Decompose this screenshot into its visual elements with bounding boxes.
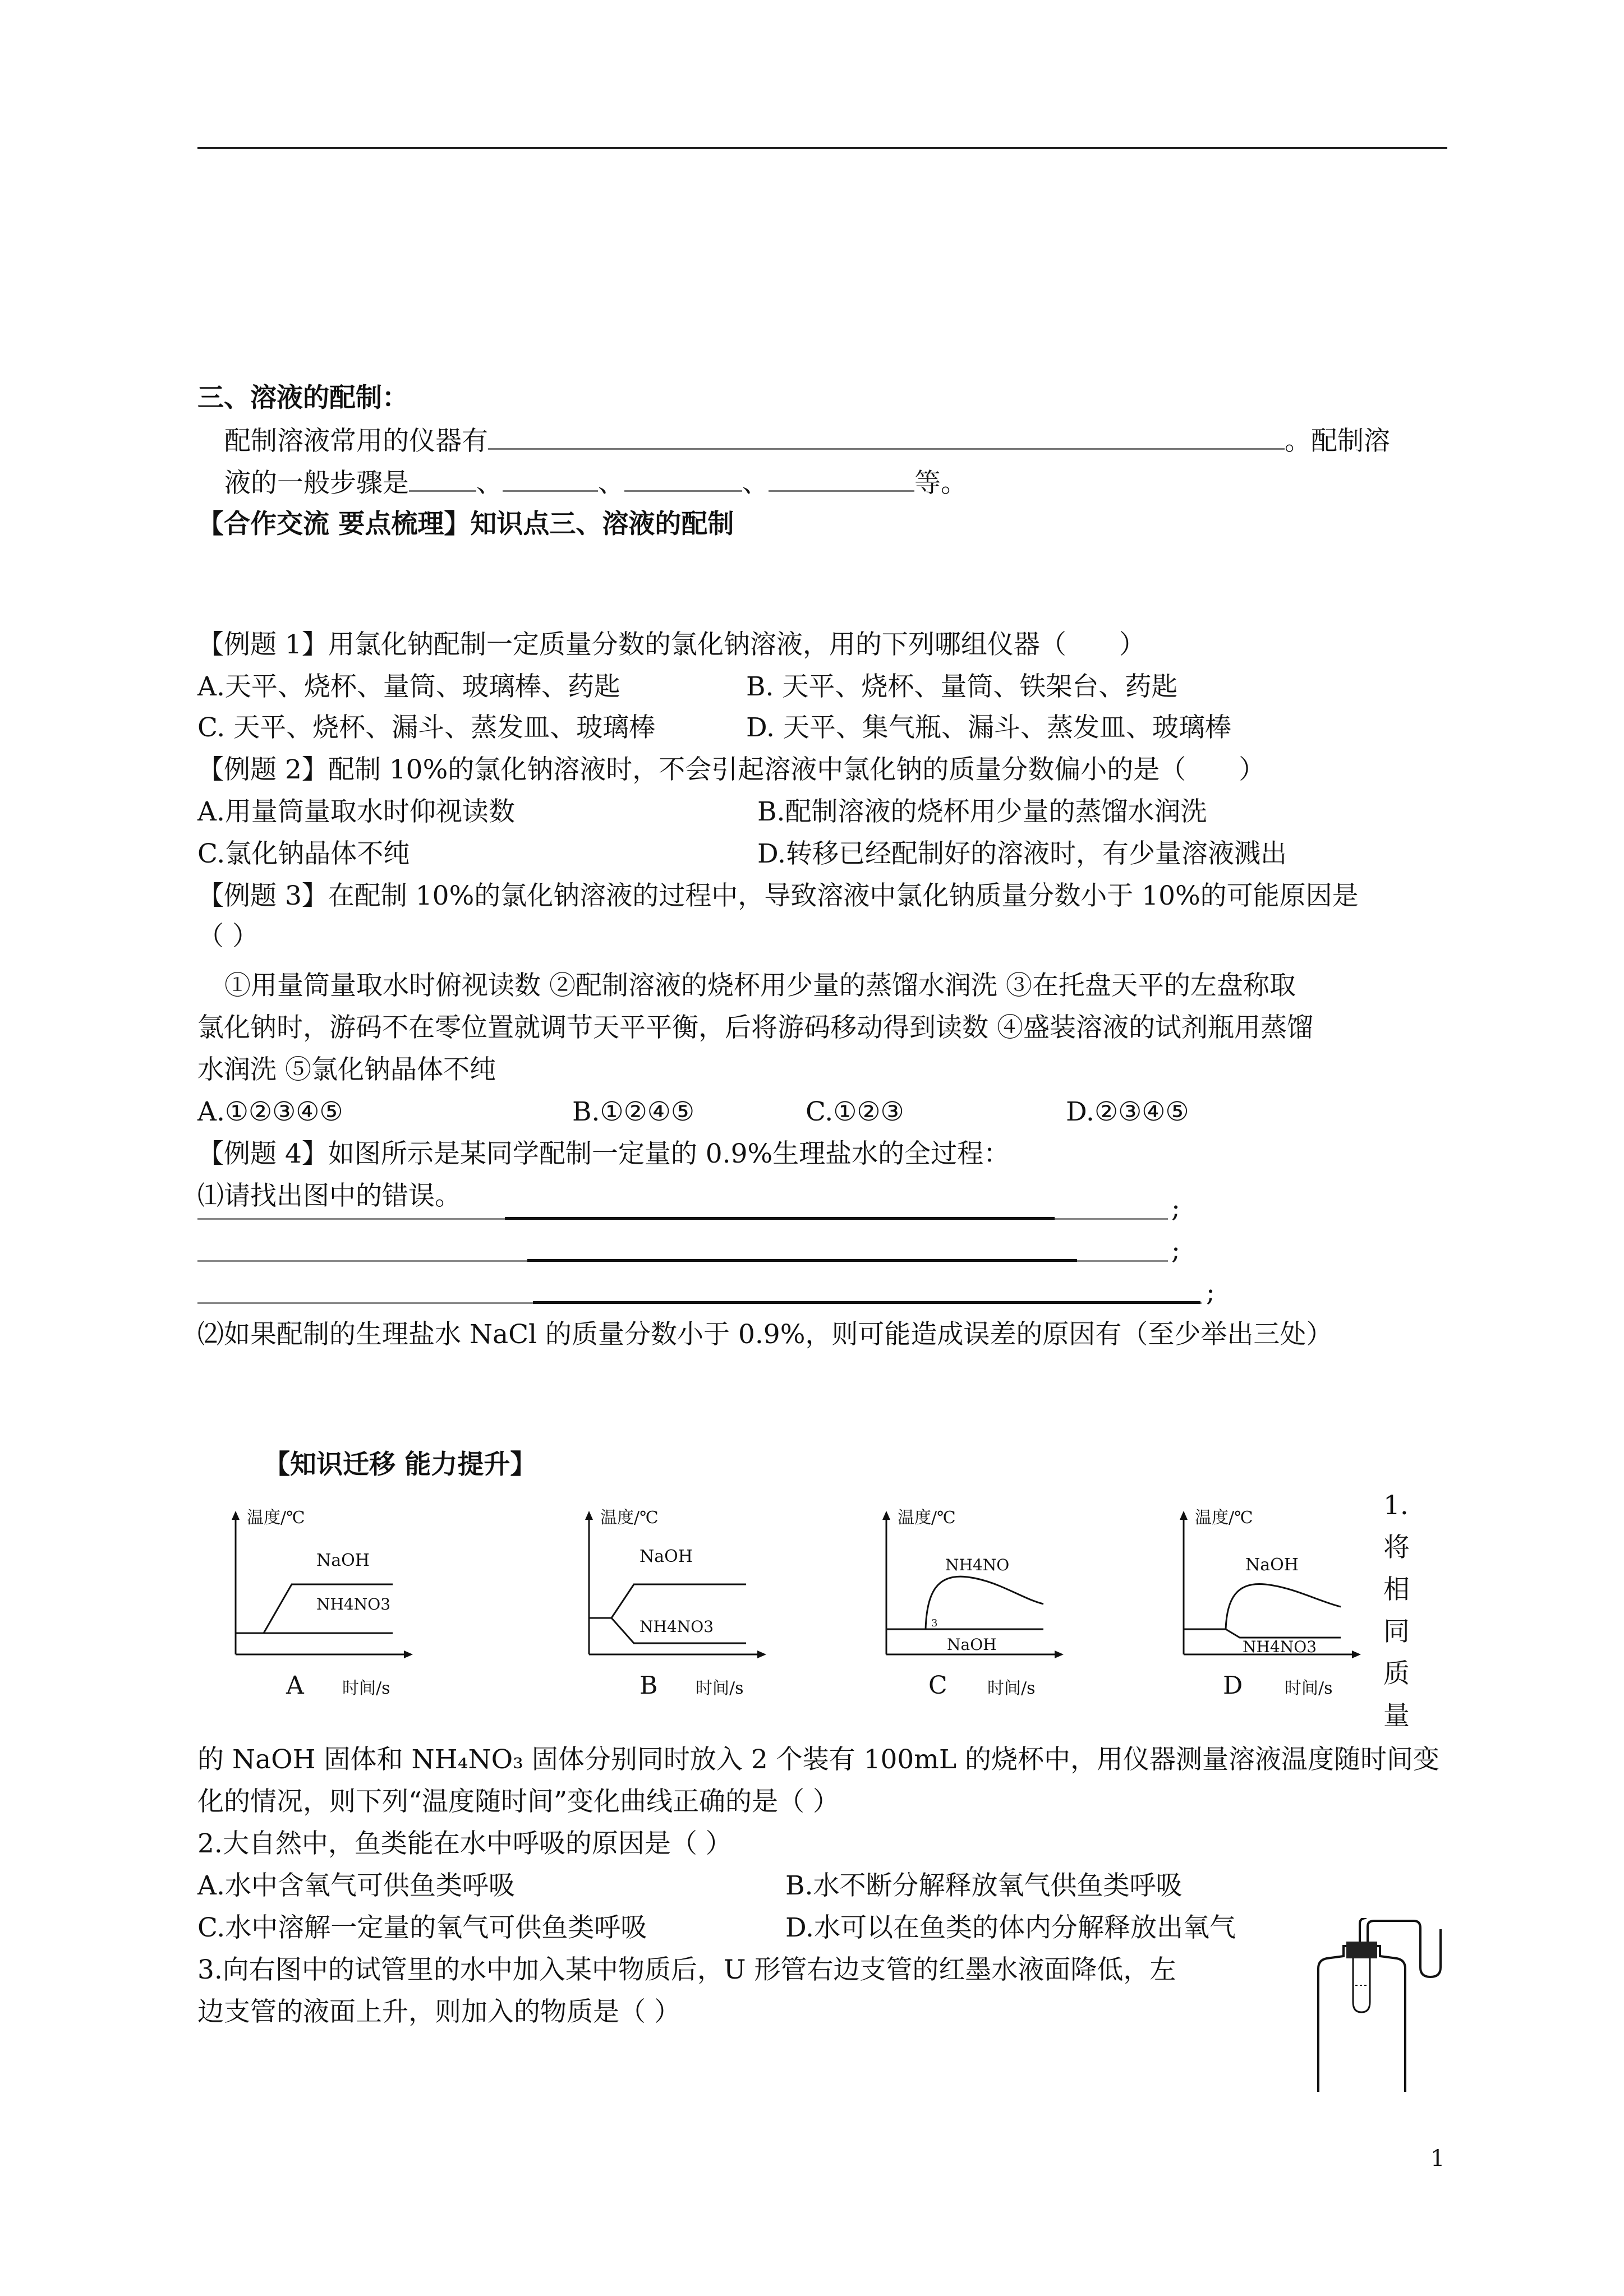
- graph-b-y-label: 温度/℃: [600, 1508, 659, 1528]
- graph-d-top-label: NaOH: [1245, 1555, 1299, 1575]
- page-number: 1: [1430, 2146, 1445, 2171]
- example3-option-b: B.①②④⑤: [572, 1096, 695, 1127]
- example1-option-c: C. 天平、烧杯、漏斗、蒸发皿、玻璃棒: [197, 712, 656, 743]
- graph-a-top-label: NaOH: [316, 1551, 370, 1570]
- graph-a-y-label: 温度/℃: [247, 1508, 305, 1528]
- q2-option-c: C.水中溶解一定量的氧气可供鱼类呼吸: [197, 1912, 647, 1943]
- example4-stem: 【例题 4】如图所示是某同学配制一定量的 0.9%生理盐水的全过程：: [197, 1138, 1010, 1169]
- q1-vertical-char-3: 相: [1383, 1574, 1410, 1605]
- example3-stem: 【例题 3】在配制 10%的氯化钠溶液的过程中，导致溶液中氯化钠质量分数小于 10%的可能原因是: [197, 880, 1359, 911]
- section-title: 三、溶液的配制：: [197, 382, 408, 413]
- graph-a-letter: A: [286, 1671, 304, 1700]
- example2-option-a: A.用量筒量取水时仰视读数: [197, 796, 515, 827]
- q2-option-a: A.水中含氧气可供鱼类呼吸: [197, 1870, 515, 1901]
- cooperation-heading: 【合作交流 要点梳理】知识点三、溶液的配制: [197, 509, 734, 540]
- q2-stem: 2.大自然中，鱼类能在水中呼吸的原因是（ ）: [197, 1828, 732, 1859]
- q1-vertical-char-2: 将: [1383, 1532, 1410, 1563]
- example1-option-b: B. 天平、烧杯、量筒、铁架台、药匙: [746, 671, 1178, 702]
- q1-vertical-char-6: 量: [1383, 1700, 1410, 1731]
- example3-option-d: D.②③④⑤: [1066, 1096, 1189, 1127]
- graph-c-top-label: NH4NO: [945, 1556, 1010, 1574]
- step-blank-3: [624, 465, 742, 492]
- steps-line: 液的一般步骤是 、 、 、 等。: [224, 465, 967, 500]
- graph-b: [578, 1503, 791, 1705]
- step-blank-4: [769, 465, 914, 492]
- graph-b-letter: B: [640, 1671, 658, 1700]
- graph-a-bottom-label: NH4NO3: [316, 1595, 391, 1613]
- graph-d: [1172, 1503, 1386, 1705]
- step-blank-1: [409, 465, 476, 492]
- q1-vertical-char-1: 1.: [1383, 1490, 1409, 1521]
- graph-d-letter: D: [1223, 1671, 1243, 1700]
- step-blank-2: [503, 465, 598, 492]
- example3-option-c: C.①②③: [806, 1096, 904, 1127]
- example2-stem: 【例题 2】配制 10%的氯化钠溶液时，不会引起溶液中氯化钠的质量分数偏小的是（ ）: [197, 754, 1266, 785]
- example4-q1: ⑴请找出图中的错误。: [197, 1181, 461, 1211]
- instruments-blank: [488, 423, 1285, 450]
- graph-a-x-label: 时间/s: [342, 1679, 390, 1698]
- graph-b-x-label: 时间/s: [696, 1679, 744, 1698]
- q1-line2: 化的情况，则下列“温度随时间”变化曲线正确的是（ ）: [197, 1786, 839, 1817]
- example3-option-a: A.①②③④⑤: [197, 1096, 343, 1127]
- q2-option-b: B.水不断分解释放氧气供鱼类呼吸: [785, 1870, 1183, 1901]
- graph-c: [875, 1503, 1088, 1705]
- graph-b-bottom-label: NH4NO3: [640, 1617, 714, 1636]
- answer-semicolon-3: ;: [1206, 1277, 1215, 1308]
- graph-d-x-label: 时间/s: [1285, 1679, 1333, 1698]
- example1-option-a: A.天平、烧杯、量筒、玻璃棒、药匙: [197, 671, 620, 702]
- graph-d-y-label: 温度/℃: [1195, 1508, 1253, 1528]
- example2-option-b: B.配制溶液的烧杯用少量的蒸馏水润洗: [757, 796, 1207, 827]
- example2-option-c: C.氯化钠晶体不纯: [197, 838, 410, 869]
- example2-option-d: D.转移已经配制好的溶液时，有少量溶液溅出: [757, 838, 1287, 869]
- answer-semicolon-2: ;: [1171, 1235, 1180, 1266]
- instruments-line: 配制溶液常用的仪器有 。配制溶: [224, 423, 1390, 458]
- header-rule: [197, 147, 1447, 149]
- q1-vertical-char-4: 同: [1383, 1616, 1410, 1647]
- example3-items-line3: 水润洗 ⑤氯化钠晶体不纯: [197, 1054, 496, 1085]
- example3-items-line2: 氯化钠时，游码不在零位置就调节天平平衡，后将游码移动得到读数 ④盛装溶液的试剂瓶用蒸馏: [197, 1012, 1313, 1043]
- u-tube-apparatus-illustration: [1301, 1918, 1453, 2120]
- example3-items-line1: ①用量筒量取水时俯视读数 ②配制溶液的烧杯用少量的蒸馏水润洗 ③在托盘天平的左盘称取: [224, 970, 1296, 1001]
- example3-paren: （ ）: [197, 921, 259, 952]
- answer-line-3-overlay: [533, 1301, 1200, 1304]
- example1-stem: 【例题 1】用氯化钠配制一定质量分数的氯化钠溶液，用的下列哪组仪器（ ）: [197, 629, 1145, 660]
- graph-c-y-label: 温度/℃: [898, 1508, 956, 1528]
- answer-semicolon-1: ;: [1171, 1193, 1180, 1224]
- graph-c-x-label: 时间/s: [987, 1679, 1036, 1698]
- answer-line-1-overlay: [505, 1217, 1055, 1220]
- example1-option-d: D. 天平、集气瓶、漏斗、蒸发皿、玻璃棒: [746, 712, 1231, 743]
- graph-a: [224, 1503, 438, 1705]
- graph-c-bottom-label: NaOH: [947, 1635, 997, 1654]
- q1-vertical-char-5: 质: [1383, 1658, 1410, 1689]
- graph-d-bottom-label: NH4NO3: [1243, 1638, 1317, 1656]
- graph-c-letter: C: [928, 1671, 947, 1700]
- q1-line1: 的 NaOH 固体和 NH₄NO₃ 固体分别同时放入 2 个装有 100mL 的烧杯中，用仪器测量溶液温度随时间变: [197, 1744, 1440, 1775]
- answer-line-2-overlay: [527, 1259, 1077, 1262]
- graph-b-top-label: NaOH: [640, 1547, 693, 1566]
- example4-q2: ⑵如果配制的生理盐水 NaCl 的质量分数小于 0.9%，则可能造成误差的原因有（至少举出三处）: [197, 1319, 1333, 1350]
- transfer-heading: 【知识迁移 能力提升】: [264, 1449, 537, 1480]
- q3-line2: 边支管的液面上升，则加入的物质是（ ）: [197, 1997, 680, 2027]
- graph-c-subscript: 3: [931, 1617, 938, 1629]
- q2-option-d: D.水可以在鱼类的体内分解释放出氧气: [785, 1912, 1236, 1943]
- q3-line1: 3.向右图中的试管里的水中加入某中物质后，U 形管右边支管的红墨水液面降低，左: [197, 1954, 1176, 1985]
